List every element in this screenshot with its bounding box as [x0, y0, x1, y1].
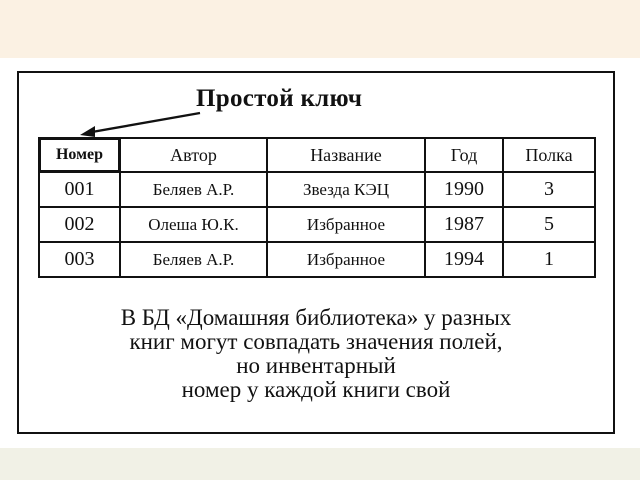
explanation-caption — [24, 306, 608, 402]
simple-key-heading: Простой ключ — [196, 85, 363, 112]
cell-shelf: 3 — [503, 172, 595, 207]
cell-author: Беляев А.Р. — [120, 172, 267, 207]
table-row — [39, 242, 595, 277]
cell-number: 003 — [39, 242, 120, 277]
header-number: Номер — [39, 138, 120, 172]
cell-title: Звезда КЭЦ — [267, 172, 425, 207]
table-row — [39, 172, 595, 207]
header-author: Автор — [120, 138, 267, 172]
table-row — [39, 207, 595, 242]
cell-number: 002 — [39, 207, 120, 242]
cell-shelf: 1 — [503, 242, 595, 277]
cell-title: Избранное — [267, 242, 425, 277]
bottom-decor-band — [0, 448, 640, 480]
caption-line: но инвентарный — [236, 353, 396, 378]
top-decor-band — [0, 0, 640, 58]
caption-line: номер у каждой книги свой — [181, 377, 451, 402]
header-year: Год — [425, 138, 503, 172]
cell-shelf: 5 — [503, 207, 595, 242]
cell-author: Олеша Ю.К. — [120, 207, 267, 242]
cell-year: 1990 — [425, 172, 503, 207]
cell-title: Избранное — [267, 207, 425, 242]
cell-year: 1987 — [425, 207, 503, 242]
header-shelf: Полка — [503, 138, 595, 172]
table-header-row — [39, 138, 595, 172]
cell-year: 1994 — [425, 242, 503, 277]
caption-line: книг могут совпадать значения полей, — [129, 329, 503, 354]
header-title: Название — [267, 138, 425, 172]
caption-line: В БД «Домашняя библиотека» у разных — [120, 305, 512, 330]
cell-author: Беляев А.Р. — [120, 242, 267, 277]
cell-number: 001 — [39, 172, 120, 207]
books-table — [38, 137, 596, 278]
